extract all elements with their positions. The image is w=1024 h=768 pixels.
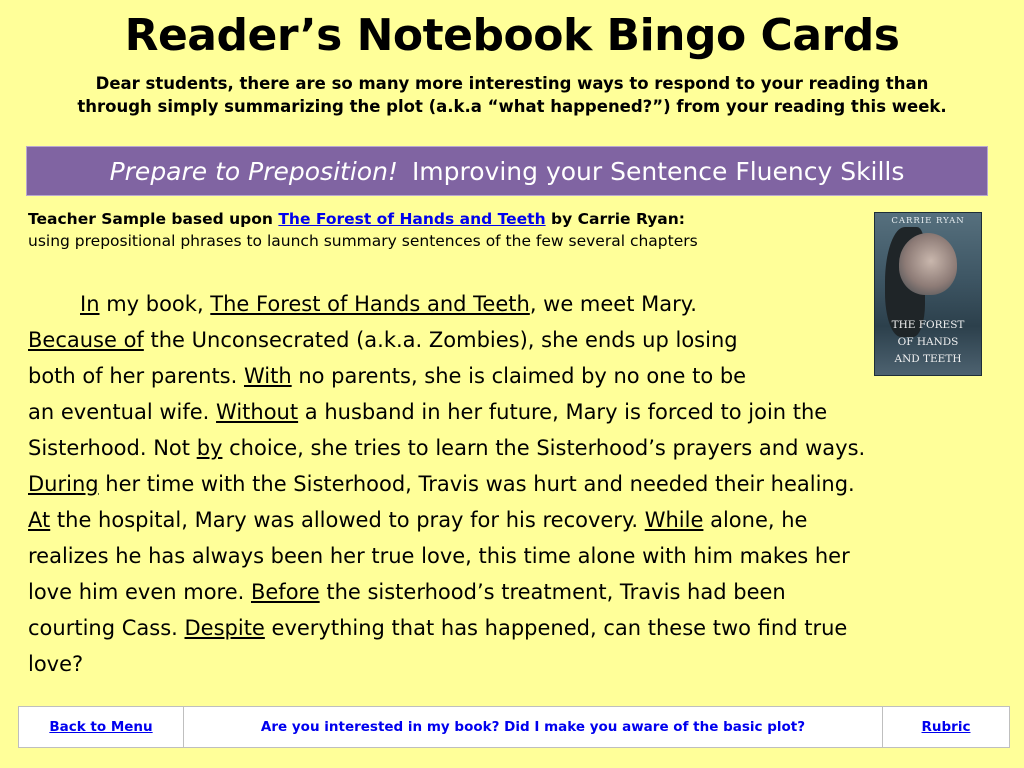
summary-paragraph — [28, 286, 1003, 682]
story-text: my book, — [99, 292, 211, 316]
story-line — [28, 358, 1003, 394]
banner-italic-title: Prepare to Preposition! — [109, 156, 398, 186]
story-text: her time with the Sisterhood, Travis was hurt and needed their healing. — [98, 472, 855, 496]
back-to-menu-link[interactable]: Back to Menu — [19, 707, 184, 748]
story-text: , we meet Mary. — [529, 292, 697, 316]
preposition-highlight: Before — [250, 580, 320, 604]
plot-question: Are you interested in my book? Did I make you aware of the basic plot? — [184, 707, 883, 748]
story-text: love? — [28, 652, 84, 676]
preposition-highlight: Without — [216, 400, 299, 424]
rubric-link[interactable]: Rubric — [883, 707, 1010, 748]
lesson-banner — [26, 146, 988, 196]
preposition-highlight: While — [644, 508, 704, 532]
story-text: a husband in her future, Mary is forced to join the — [298, 400, 828, 424]
cover-title-line-2: OF HANDS — [897, 336, 959, 348]
intro-line-2: through simply summarizing the plot (a.k.a “what happened?”) from your reading this week. — [77, 97, 947, 116]
story-text: the sisterhood’s treatment, Travis had been — [319, 580, 786, 604]
story-line — [28, 286, 1003, 322]
bottom-nav — [18, 706, 1010, 748]
teacher-sample-heading — [28, 208, 858, 252]
story-line — [28, 610, 1003, 646]
preposition-highlight: At — [28, 508, 51, 532]
story-text: realizes he has always been her true love, this time alone with him makes her — [28, 544, 850, 568]
sample-line — [28, 208, 858, 230]
story-text: both of her parents. — [28, 364, 244, 388]
intro-line-1: Dear students, there are so many more interesting ways to respond to your reading than — [95, 74, 929, 93]
sample-author: by Carrie Ryan: — [545, 210, 685, 228]
story-line — [28, 538, 1003, 574]
preposition-highlight: The Forest of Hands and Teeth — [210, 292, 530, 316]
story-line — [28, 322, 1003, 358]
story-text: alone, he — [703, 508, 808, 532]
story-text: choice, she tries to learn the Sisterhood’s prayers and ways. — [222, 436, 866, 460]
cover-title-line-1: THE FOREST — [891, 319, 965, 331]
story-text: an eventual wife. — [28, 400, 217, 424]
preposition-highlight: by — [196, 436, 223, 460]
preposition-highlight: Because of — [28, 328, 144, 352]
story-text: the Unconsecrated (a.k.a. Zombies), she ends up losing — [143, 328, 738, 352]
story-line — [28, 646, 1003, 682]
story-text: courting Cass. — [28, 616, 185, 640]
sample-subtitle: using prepositional phrases to launch summary sentences of the few several chapters — [28, 232, 698, 250]
preposition-highlight: Despite — [184, 616, 265, 640]
page-title: Reader’s Notebook Bingo Cards — [124, 10, 900, 61]
cover-author: CARRIE RYAN — [891, 216, 965, 226]
preposition-highlight: During — [28, 472, 99, 496]
book-title-link[interactable]: The Forest of Hands and Teeth — [278, 210, 546, 228]
story-line — [28, 502, 1003, 538]
story-line — [28, 466, 1003, 502]
intro-text — [40, 72, 984, 118]
story-text: everything that has happened, can these two find true — [264, 616, 848, 640]
story-text: Sisterhood. Not — [28, 436, 197, 460]
story-line — [28, 574, 1003, 610]
cover-title-line-3: AND TEETH — [894, 353, 962, 365]
story-line — [28, 394, 1003, 430]
story-text: love him even more. — [28, 580, 251, 604]
banner-subtitle: Improving your Sentence Fluency Skills — [411, 156, 905, 186]
story-text: the hospital, Mary was allowed to pray for his recovery. — [50, 508, 645, 532]
sample-lead: Teacher Sample based upon — [28, 210, 279, 228]
preposition-highlight: In — [80, 292, 100, 316]
story-text: no parents, she is claimed by no one to be — [291, 364, 747, 388]
preposition-highlight: With — [243, 364, 292, 388]
story-line — [28, 430, 1003, 466]
